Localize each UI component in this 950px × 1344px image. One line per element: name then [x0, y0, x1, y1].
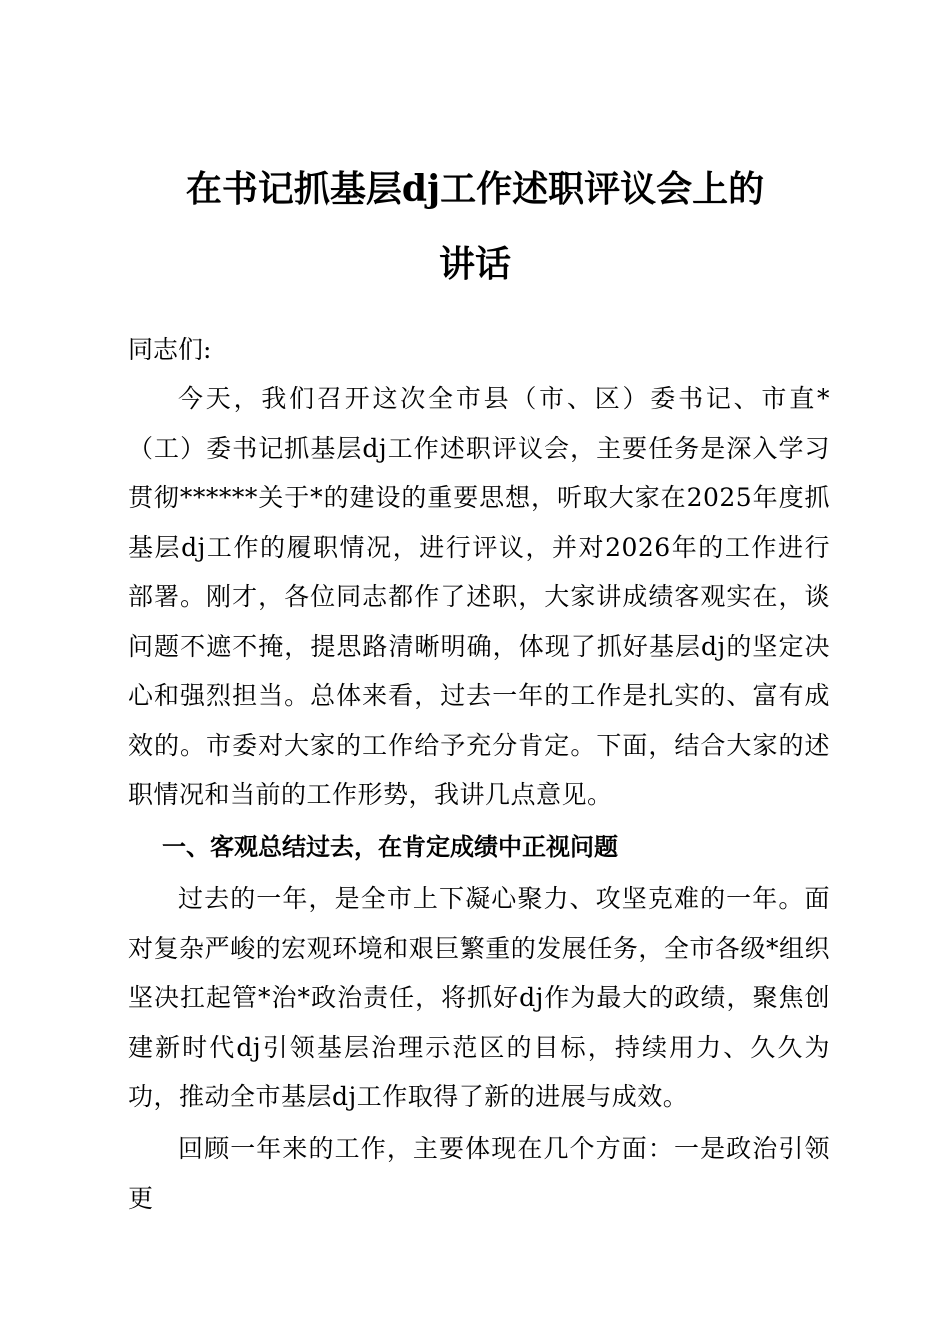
- paragraph-summary-start: 回顾一年来的工作，主要体现在几个方面：一是政治引领更: [128, 1134, 830, 1213]
- document-title-line-1: 在书记抓基层dj工作述职评议会上的: [185, 168, 765, 210]
- paragraph-review: 过去的一年，是全市上下凝心聚力、攻坚克难的一年。面对复杂严峻的宏观环境和艰巨繁重的发展任务，全市各级*组织坚决扛起管*治*政治责任，将抓好dj作为最大的政绩，聚焦创建新时代dj引领基层治理示范区的目标，持续用力、久久为功，推动全市基层dj工作取得了新的进展与成效。: [128, 884, 830, 1111]
- body-block-2: [128, 874, 830, 1122]
- body-block-3: [128, 1124, 830, 1223]
- paragraph-opening: 今天，我们召开这次全市县（市、区）委书记、市直*（工）委书记抓基层dj工作述职评议会，主要任务是深入学习贯彻******关于*的建设的重要思想，听取大家在2025年度抓基层dj工作的履职情况，进行评议，并对2026年的工作进行部署。刚才，各位同志都作了述职，大家讲成绩客观实在，谈问题不遮不掩，提思路清晰明确，体现了抓好基层dj的坚定决心和强烈担当。总体来看，过去一年的工作是扎实的、富有成效的。市委对大家的工作给予充分肯定。下面，结合大家的述职情况和当前的工作形势，我讲几点意见。: [128, 384, 830, 809]
- salutation: 同志们:: [128, 335, 212, 364]
- document-title-line-2: 讲话: [438, 243, 511, 285]
- body-block-1: [128, 374, 830, 820]
- section-heading-1: 一、客观总结过去，在肯定成绩中正视问题: [162, 833, 618, 861]
